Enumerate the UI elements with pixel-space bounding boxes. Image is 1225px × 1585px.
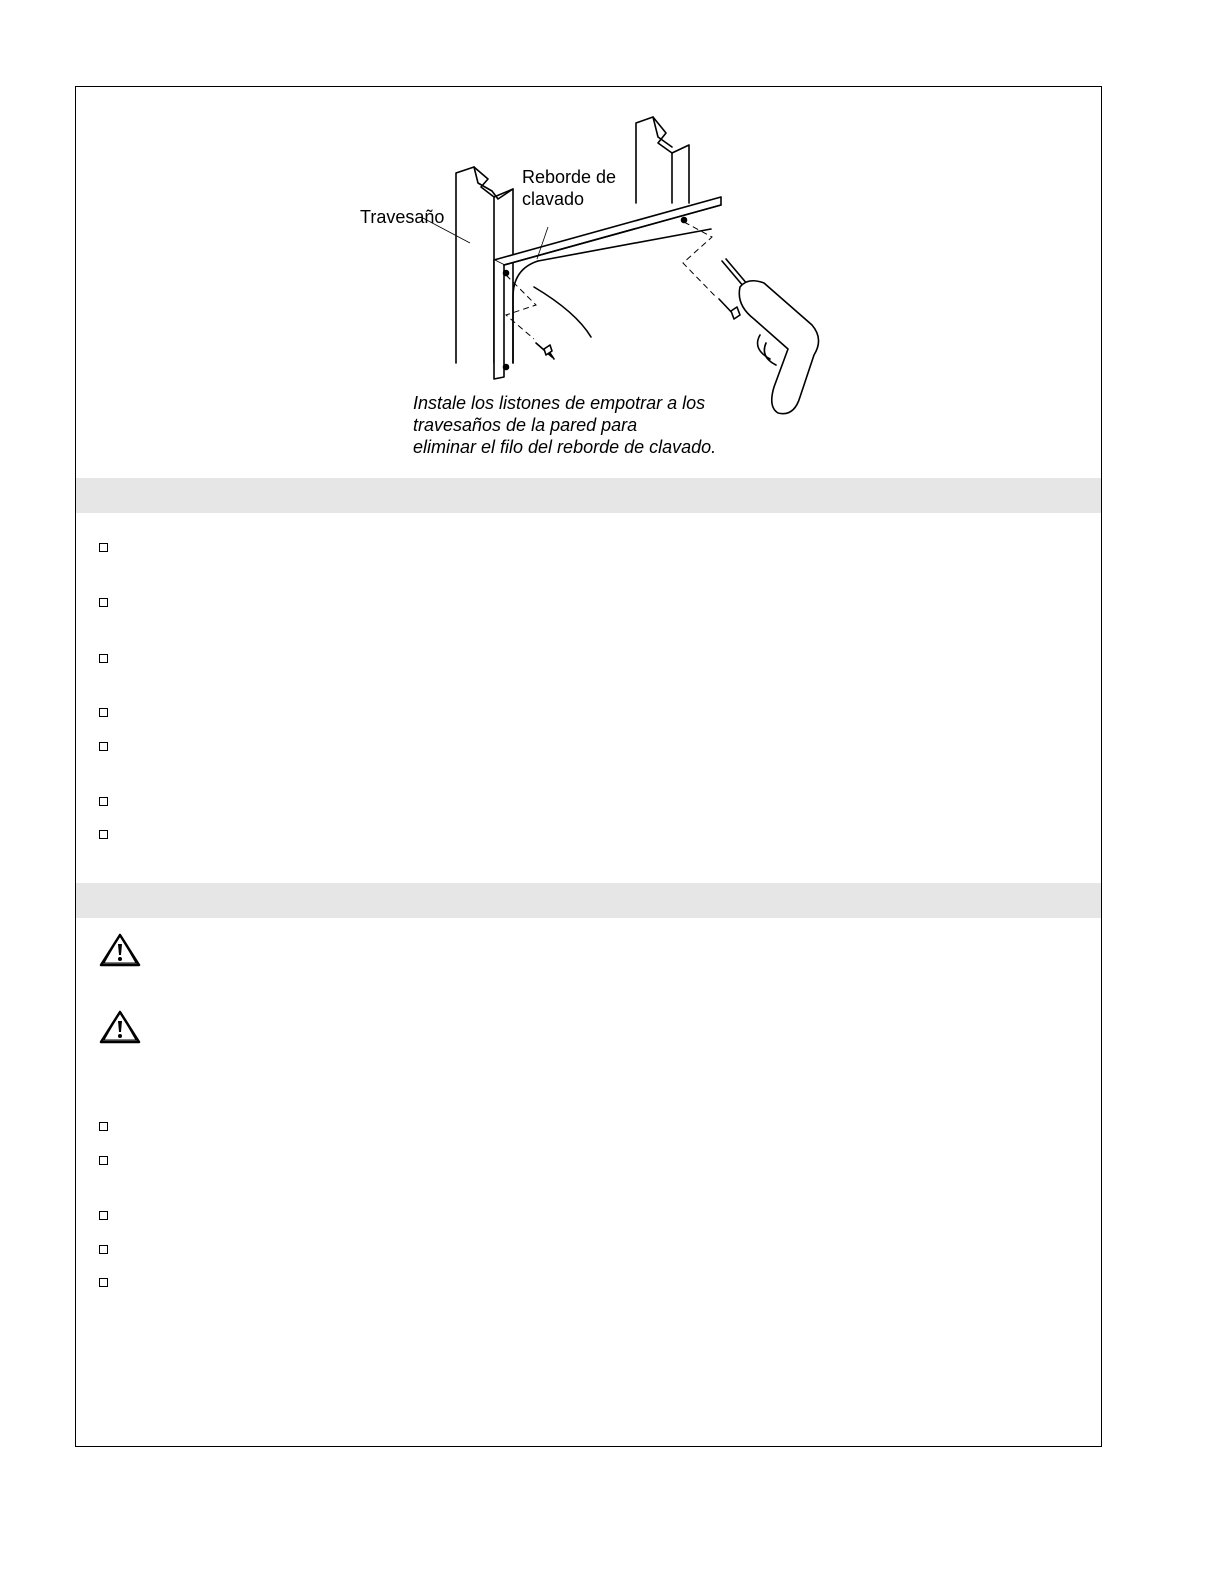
warning-triangle-icon [98, 1009, 142, 1045]
flange-label: Reborde de clavado [522, 167, 617, 209]
section-band-1 [76, 478, 1101, 513]
checkbox[interactable] [99, 1278, 108, 1287]
checkbox[interactable] [99, 708, 108, 717]
checkbox[interactable] [99, 543, 108, 552]
checkbox[interactable] [99, 1156, 108, 1165]
figure-caption: Instale los listones de empotrar a los travesaños de la pared para eliminar el filo del reborde de clavado. [413, 393, 717, 457]
warning-triangle-icon [98, 932, 142, 968]
checkbox[interactable] [99, 797, 108, 806]
checkbox[interactable] [99, 654, 108, 663]
checkbox[interactable] [99, 830, 108, 839]
installation-figure [76, 87, 1101, 477]
checkbox[interactable] [99, 598, 108, 607]
checkbox[interactable] [99, 1245, 108, 1254]
checkbox[interactable] [99, 1211, 108, 1220]
stud-label: Travesaño [360, 207, 445, 227]
checkbox[interactable] [99, 742, 108, 751]
section-band-2 [76, 883, 1101, 918]
page-frame [75, 86, 1102, 1447]
checkbox[interactable] [99, 1122, 108, 1131]
